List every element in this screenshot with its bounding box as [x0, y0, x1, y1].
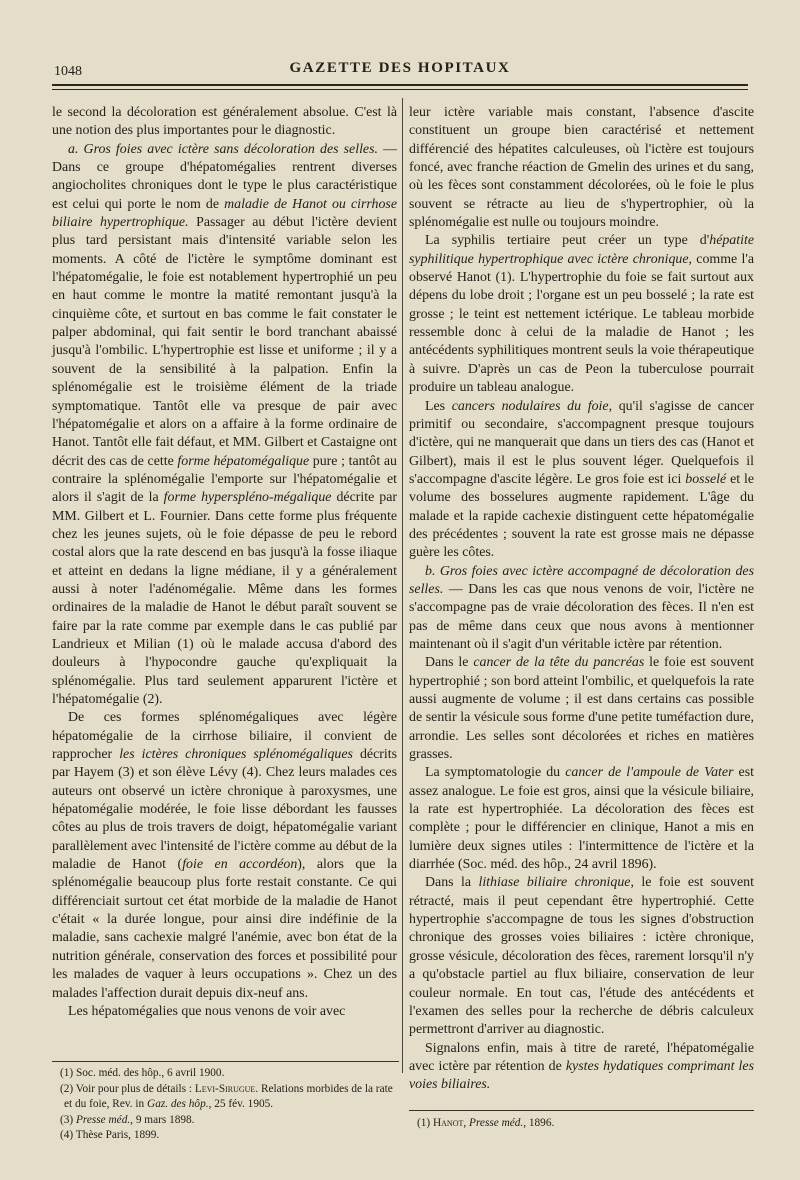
text-run: le foie est souvent hypertrophié ; son bord atteint l'ombilic, et quelquefois la rate aussi augmente de volume ; il est dans certains cas possible de sentir la vésicule sous forme d'une petite tuméfaction dure, arrondie. Les selles sont décolorées et riches en matières grasses. — [409, 655, 755, 763]
footnote — [409, 1116, 754, 1132]
text-run: Passager au début l'ictère devient plus tard persistant mais d'intensité variable selon les moments. A côté de l'ictère le symptôme dominant est l'hépatomégalie, le foie est notablement hypertrophié un peu en haut comme le montre la matité remontant jusqu'à la cinquième côte, et surtout en bas comme le fait constater le palper abdominal, qui fait sentir le bord tranchant abaissé jusqu'à l'ombilic. L'hypertrophie est lisse et uniforme ; il y a souvent de la sensibilité à la palpation. Enfin la splénomégalie est le troisième élément de la triade symptomatique. Tantôt elle va presque de pair avec l'hépatomégalie et alors on a affaire à la forme ordinaire de Hanot. Tantôt elle fait défaut, et MM. Gilbert et Castaigne ont décrit des cas de cette — [52, 215, 397, 469]
header-rule-thick — [52, 84, 748, 86]
paragraph — [52, 709, 397, 1003]
paragraph — [52, 141, 397, 710]
text-run: (1) — [417, 1117, 433, 1129]
paragraph: Les hépatomégalies que nous venons de voir avec — [68, 1003, 346, 1019]
text-run: , le foie est souvent rétracté, mais il peut cependant être hypertrophié. Cette hypertrophie s'accompagne de tous les signes d'obstruction chronique des grosses voies biliaires : ictère chronique, grosse vésicule, décoloration des fèces, rarement lorsqu'il n'y a qu'obstacle partiel au flux biliaire, conservation de leur couleur normale. En tout cas, l'étude des antécédents et l'examen des selles pour la recherche de débris calculeux permettront d'arriver au diagnostic. — [409, 875, 754, 1038]
italic-run: kystes hydatiques comprimant les voies biliaires. — [409, 1058, 754, 1093]
paragraph — [409, 874, 754, 1039]
column-divider — [402, 98, 403, 1073]
footnote-rule — [409, 1110, 754, 1111]
italic-run: cancers nodulaires du foie — [451, 398, 609, 414]
text-run: Les — [425, 398, 452, 414]
italic-run: hépatite syphilitique hypertrophique avec ictère chronique — [409, 233, 754, 267]
paragraph — [409, 563, 754, 655]
text-run: et le volume des bosselures augmente rapidement. L'âge du malade et la rapide cachexie distinguent cette hépatomégalie des précédentes ; souvent la rate est grosse mais ne dépasse guère les côtes. — [409, 471, 754, 561]
text-run: , comme l'a observé Hanot (1). L'hypertrophie du foie se fait surtout aux dépens du lobe droit ; l'organe est un peu bosselé ; la rate est grosse ; le teint est nettement ictérique. Le tableau morbide ressemble donc à celui de la maladie de Hanot ; les antécédents syphilitiques montrent seuls la voie thérapeutique à suivre. D'après un cas de Peon la tuberculose pourrait produire un tableau analogue. — [409, 251, 754, 396]
author-name: Levi-Sirugue — [194, 1082, 256, 1095]
right-column — [409, 104, 754, 1095]
text-run: décrite par MM. Gilbert et L. Fournier. Dans cette forme plus fréquente chez les jeunes sujets, où le foie dépasse de peu le rebord costal alors que la rate descend en bas jusqu'à la fosse iliaque et atteint en dedans la ligne médiane, il y a généralement aussi à noter l'adénomégalie. Même dans les formes ordinaires de la maladie de Hanot le début paraît souvent se faire par la rate comme par exemple dans le cas publié par Landrieux et Milian (1) où le malade accusa d'abord des douleurs à l'hypocondre gauche qu'expliquait la splénomégalie. Plus tard seulement apparurent l'ictère et l'hépatomégalie (2). — [52, 490, 398, 707]
footnote — [52, 1082, 399, 1113]
text-run: (3) — [60, 1113, 76, 1126]
text-run: — Dans ce groupe d'hépatomégalies rentrent diverses angiocholites chroniques dont le type le plus caractéristique est celui qui porte le nom de — [52, 141, 397, 212]
footnote — [52, 1113, 399, 1129]
section-heading: b. Gros foies avec ictère accompagné de décoloration des selles. — [409, 563, 754, 597]
page-header — [52, 56, 748, 82]
paragraph — [409, 398, 754, 563]
text-run: De ces formes splénomégaliques avec légère hépatomégalie de la cirrhose biliaire, il convient de rapprocher — [52, 710, 397, 763]
text-run: , qu'il s'agisse de cancer primitif ou secondaire, s'accompagnent presque toujours d'ictère, qui ne manquerait que dans un tiers des cas (Hanot et Gilbert), mais il est le plus souvent léger. Quelquefois il s'accompagne d'ascite légère. Le gros foie est ici — [409, 398, 755, 487]
section-heading: a. Gros foies avec ictère sans décoloration des selles. — [68, 141, 378, 157]
paragraph — [409, 764, 754, 874]
paragraph: le second la décoloration est généralement absolue. C'est là une notion des plus importantes pour le diagnostic. — [52, 105, 397, 139]
journal-title: GAZETTE DES HOPITAUX — [289, 60, 511, 76]
italic-run: Gaz. des hôp. — [147, 1098, 209, 1111]
text-run: , 1896. — [523, 1117, 555, 1129]
text-run: , 25 fév. 1905. — [208, 1098, 274, 1111]
right-footnotes — [409, 1116, 754, 1132]
footnote-rule — [52, 1061, 399, 1062]
italic-run: forme hyperspléno-mégalique — [163, 490, 332, 506]
italic-run: cancer de l'ampoule de Vater — [565, 765, 734, 781]
italic-run: foie en accordéon — [182, 857, 298, 873]
paragraph — [409, 1040, 754, 1095]
text-run: , 9 mars 1898. — [130, 1113, 195, 1126]
paragraph — [409, 654, 754, 764]
text-run: Dans le — [425, 655, 474, 671]
left-column — [52, 104, 397, 1021]
text-run: , — [463, 1117, 470, 1129]
italic-run: cancer de la tête du pancréas — [473, 655, 645, 671]
italic-run: les ictères chroniques splénomégaliques — [119, 747, 353, 763]
text-run: La syphilis tertiaire peut créer un type d' — [425, 233, 710, 249]
footnote: (4) Thèse Paris, 1899. — [60, 1129, 160, 1142]
text-run: Signalons enfin, mais à titre de rareté, l'hépatomégalie avec ictère par rétention de — [409, 1040, 754, 1074]
text-run: (2) Voir pour plus de détails : — [60, 1082, 195, 1095]
text-run: Dans la — [425, 875, 479, 891]
text-run: — Dans les cas que nous venons de voir, l'ictère ne s'accompagne pas de vraie décoloration des fèces. Il n'en est pas de même dans ceux que nous avons à mentionner maintenant où il s'agit d'un véritable ictère par rétention. — [409, 581, 754, 652]
italic-run: Presse méd. — [76, 1113, 131, 1126]
text-run: La symptomatologie du — [425, 765, 566, 781]
footnote: (1) Soc. méd. des hôp., 6 avril 1900. — [60, 1067, 225, 1079]
left-footnotes — [52, 1066, 399, 1144]
italic-run: bosselé — [685, 471, 727, 487]
italic-run: forme hépatomégalique — [177, 453, 310, 469]
italic-run: lithiase biliaire chronique — [478, 875, 631, 891]
text-run: décrits par Hayem (3) et son élève Lévy (4). Chez leurs malades ces auteurs ont observé un ictère chronique à paroxysmes, une hépatomégalie modérée, le foie lisse débordant les fausses côtes au plus de trois travers de doigt, hépatomégalie variant parallèlement avec l'intensité de l'ictère comme au début de la maladie de Hanot ( — [52, 747, 398, 873]
text-run: pure ; tantôt au contraire la splénomégalie l'emporte sur l'hépatomégalie et alors il s'agit de la — [52, 453, 397, 506]
text-run: ), alors que la splénomégalie beaucoup plus forte restait constante. Ce qui différenciait surtout cet état morbide de la maladie de Hanot c'était « la durée longue, pour ainsi dire indéfinie de la maladie, sans cachexie malgré l'anémie, avec bon état de la nutrition générale, conservation des forces et possibilité pour les malades de vaquer à leurs occupations ». Chez un des malades l'affection durait depuis dix-neuf ans. — [52, 857, 397, 1001]
paragraph: leur ictère variable mais constant, l'absence d'ascite constituent un groupe bien caractérisé et nettement différencié des hépatites calculeuses, où l'ictère est toujours foncé, avec franche réaction de Gmelin des urines et du sang, où les fèces sont constamment décolorées, où le foie le plus souvent se rétracte au lieu de s'hypertrophier, où la splénomégalie est nulle ou toujours moindre. — [409, 105, 754, 231]
page-number: 1048 — [54, 64, 82, 79]
text-run: est assez analogue. Le foie est gros, ainsi que la vésicule biliaire, la rate est hypertrophiée. La décoloration des fèces est complète ; pour le différencier en clinique, Hanot a mis en lumière deux signes utiles : l'intermittence de l'ictère et la diarrhée (Soc. méd. des hôp., 24 avril 1896). — [409, 765, 754, 873]
author-name: Hanot — [433, 1117, 464, 1129]
italic-run: Presse méd. — [469, 1117, 524, 1129]
text-run: . Relations morbides de la rate et du foie, Rev. in — [64, 1082, 393, 1111]
header-rule-thin — [52, 89, 748, 90]
italic-run: maladie de Hanot ou cirrhose biliaire hypertrophique. — [52, 196, 397, 231]
paragraph — [409, 232, 754, 397]
